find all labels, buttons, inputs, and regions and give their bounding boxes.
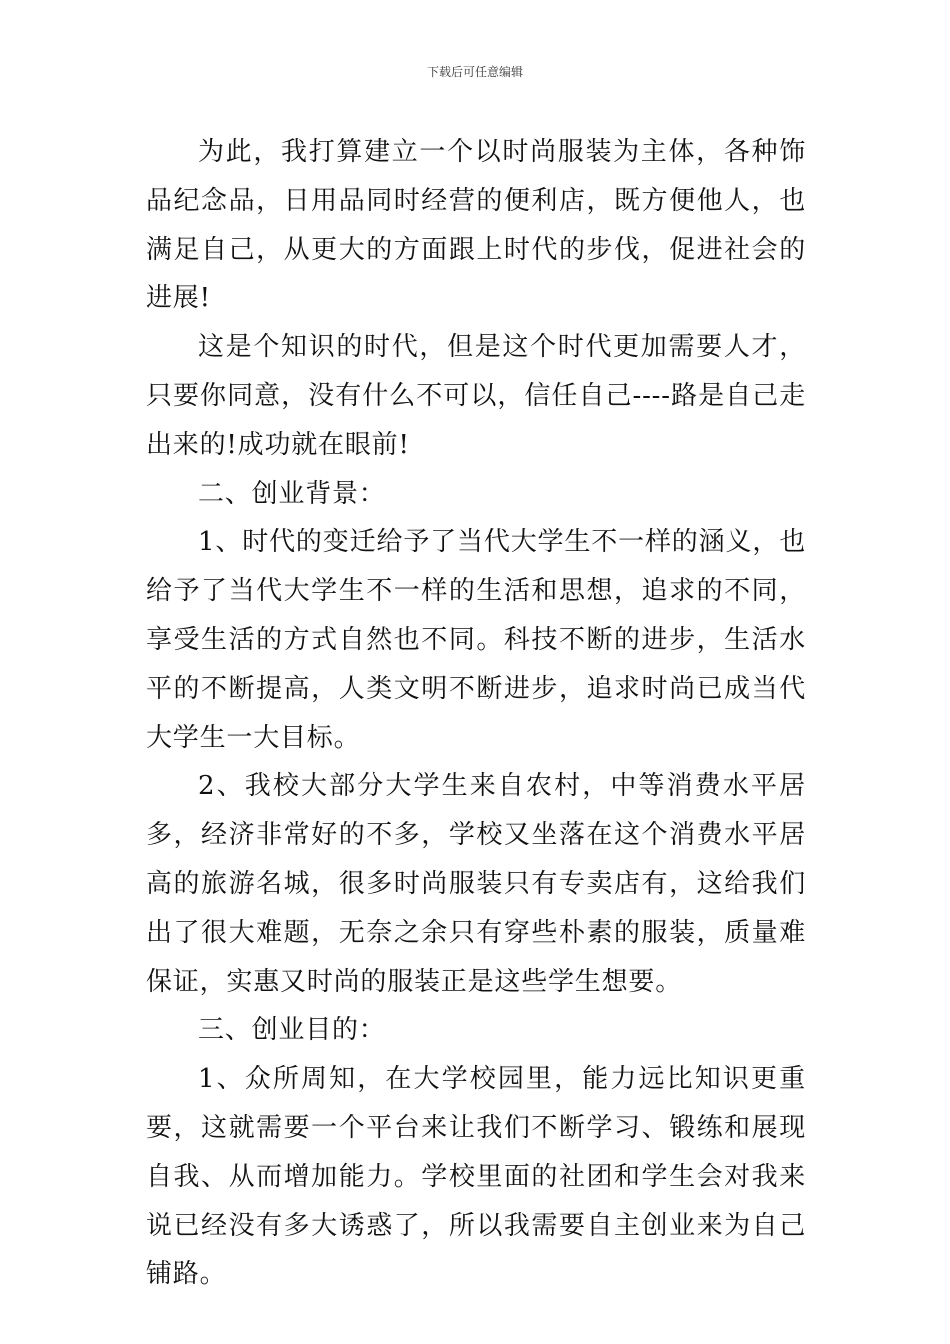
paragraph-background-2: 2、我校大部分大学生来自农村，中等消费水平居多，经济非常好的不多，学校又坐落在这个消费水平居高的旅游名城，很多时尚服装只有专卖店有，这给我们出了很大难题，无奈之余只有穿些朴素的服装，质量难保证，实惠又时尚的服装正是这些学生想要。	[146, 771, 806, 997]
page-header: 下载后可任意编辑	[426, 65, 523, 79]
section-heading-background: 二、创业背景：	[198, 478, 386, 509]
paragraph-intro: 为此，我打算建立一个以时尚服装为主体，各种饰品纪念品，日用品同时经营的便利店，既方便他人，也满足自己，从更大的方面跟上时代的步伐，促进社会的进展!	[146, 137, 806, 314]
paragraph-talent: 这是个知识的时代，但是这个时代更加需要人才，只要你同意，没有什么不可以，信任自己----路是自己走出来的!成功就在眼前!	[146, 332, 806, 460]
document-body	[146, 128, 806, 1299]
paragraph-background-1: 1、时代的变迁给予了当代大学生不一样的涵义，也给予了当代大学生不一样的生活和思想，追求的不同，享受生活的方式自然也不同。科技不断的进步，生活水平的不断提高，人类文明不断进步，追求时尚已成当代大学生一大目标。	[146, 527, 806, 753]
paragraph-purpose-1: 1、众所周知，在大学校园里，能力远比知识更重要，这就需要一个平台来让我们不断学习、锻练和展现自我、从而增加能力。学校里面的社团和学生会对我来说已经没有多大诱惑了，所以我需要自主创业来为自己铺路。	[146, 1064, 806, 1290]
section-heading-purpose: 三、创业目的：	[198, 1015, 386, 1046]
